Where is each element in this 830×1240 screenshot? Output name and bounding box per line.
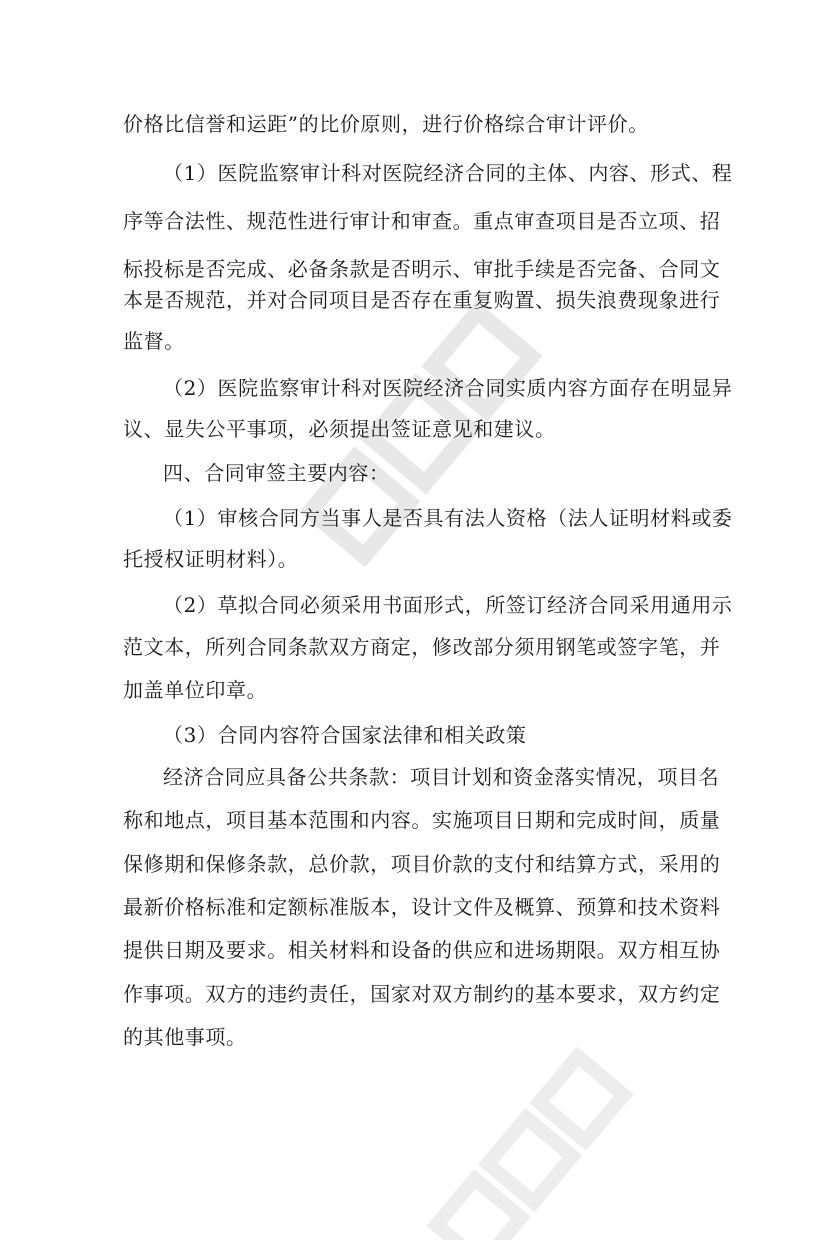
text-line: 价格比信誉和运距”的比价原则，进行价格综合审计评价。	[123, 112, 649, 136]
text-line: （3）合同内容符合国家法律和相关政策	[163, 723, 527, 747]
text-line: 本是否规范，并对合同项目是否存在重复购置、损失浪费现象进行	[123, 288, 721, 312]
text-line: 托授权证明材料）。	[123, 547, 299, 571]
text-line: 提供日期及要求。相关材料和设备的供应和进场期限。双方相互协	[123, 938, 721, 962]
text-line: （1）审核合同方当事人是否具有法人资格（法人证明材料或委	[163, 506, 733, 530]
section-heading: 四、合同审签主要内容：	[163, 461, 390, 485]
text-line: 加盖单位印章。	[123, 678, 268, 702]
text-line: 经济合同应具备公共条款：项目计划和资金落实情况，项目名	[163, 765, 720, 789]
text-line: 称和地点，项目基本范围和内容。实施项目日期和完成时间，质量	[123, 808, 721, 832]
watermark-logo-bottom	[380, 1040, 680, 1240]
text-line: 标投标是否完成、必备条款是否明示、审批手续是否完备、合同文	[123, 257, 721, 281]
text-line: 监督。	[123, 329, 185, 353]
text-line: 范文本，所列合同条款双方商定，修改部分须用钢笔或签字笔，并	[123, 635, 721, 659]
text-line: （1）医院监察审计科对医院经济合同的主体、内容、形式、程	[163, 161, 733, 185]
text-line: 最新价格标准和定额标准版本，设计文件及概算、预算和技术资料	[123, 895, 721, 919]
text-line: 议、显失公平事项，必须提出签证意见和建议。	[123, 417, 556, 441]
text-line: （2）医院监察审计科对医院经济合同实质内容方面存在明显异	[163, 376, 733, 400]
text-line: 的其他事项。	[123, 1025, 247, 1049]
text-line: 序等合法性、规范性进行审计和审查。重点审查项目是否立项、招	[123, 209, 721, 233]
text-line: （2）草拟合同必须采用书面形式，所签订经济合同采用通用示	[163, 593, 733, 617]
text-line: 保修期和保修条款，总价款，项目价款的支付和结算方式，采用的	[123, 852, 721, 876]
text-line: 作事项。双方的违约责任，国家对双方制约的基本要求，双方约定	[123, 982, 721, 1006]
